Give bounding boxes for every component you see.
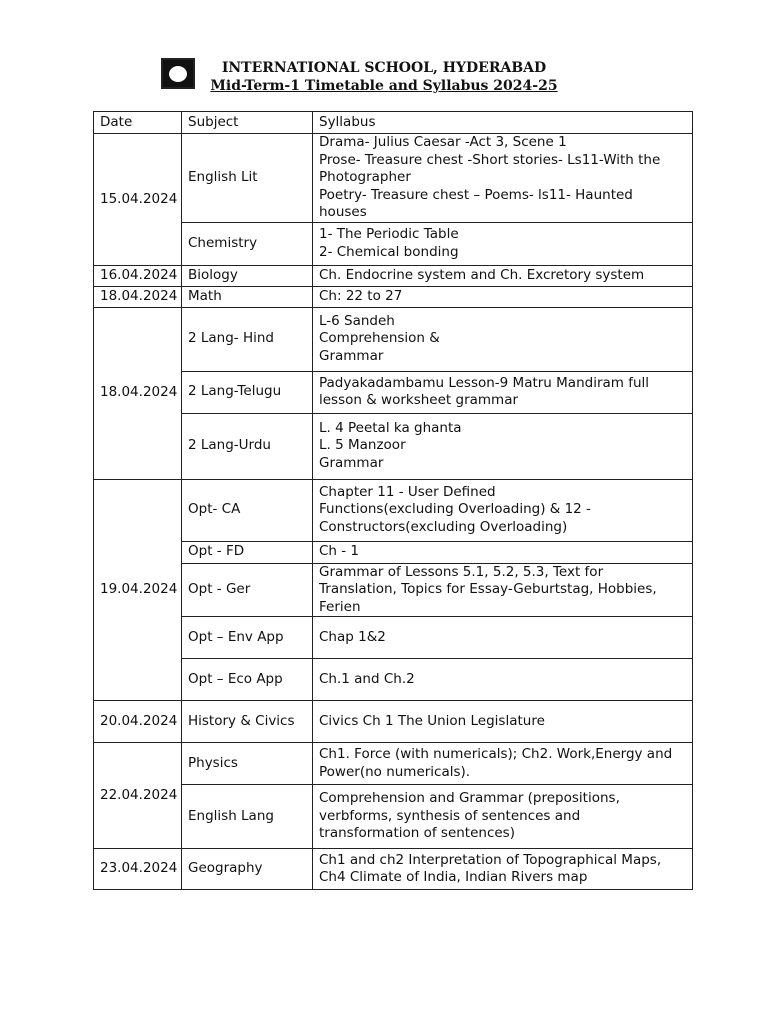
syllabus-line: Comprehension and Grammar (prepositions, bbox=[319, 790, 620, 807]
header-row bbox=[94, 112, 693, 134]
table-row bbox=[94, 743, 693, 785]
date-cell: 23.04.2024 bbox=[94, 849, 182, 890]
timetable-body bbox=[94, 134, 693, 890]
subject-cell: Opt - Ger bbox=[182, 563, 313, 617]
subject-cell: Opt - FD bbox=[182, 541, 313, 563]
syllabus-cell bbox=[313, 134, 693, 223]
syllabus-line: Ch. Endocrine system and Ch. Excretory system bbox=[319, 266, 645, 283]
column-header-subject: Subject bbox=[182, 112, 313, 134]
subject-cell: 2 Lang-Telugu bbox=[182, 371, 313, 413]
syllabus-cell bbox=[313, 307, 693, 371]
syllabus-line: L-6 Sandeh bbox=[319, 312, 395, 329]
table-row bbox=[94, 701, 693, 743]
syllabus-line: lesson & worksheet grammar bbox=[319, 392, 519, 408]
date-cell: 15.04.2024 bbox=[94, 134, 182, 266]
table-row bbox=[94, 265, 693, 286]
syllabus-line: Comprehension & bbox=[319, 330, 440, 347]
syllabus-line: Ch.1 and Ch.2 bbox=[319, 670, 415, 687]
syllabus-line: L. 4 Peetal ka ghanta bbox=[319, 419, 462, 436]
syllabus-line: Chapter 11 - User Defined bbox=[319, 483, 496, 500]
table-row bbox=[94, 371, 693, 413]
syllabus-cell bbox=[313, 265, 693, 286]
syllabus-line: Translation, Topics for Essay-Geburtstag, Hobbies, bbox=[319, 581, 657, 597]
syllabus-line: Ch4 Climate of India, Indian Rivers map bbox=[319, 869, 588, 885]
syllabus-line: Grammar bbox=[319, 454, 384, 471]
subject-cell: Physics bbox=[182, 743, 313, 785]
table-row bbox=[94, 479, 693, 541]
table-row bbox=[94, 849, 693, 890]
syllabus-line: Functions(excluding Overloading) & 12 - bbox=[319, 501, 591, 518]
syllabus-cell bbox=[313, 371, 693, 413]
syllabus-cell bbox=[313, 849, 693, 890]
date-cell: 18.04.2024 bbox=[94, 307, 182, 479]
syllabus-line: Constructors(excluding Overloading) bbox=[319, 518, 568, 535]
date-cell: 16.04.2024 bbox=[94, 265, 182, 286]
table-row bbox=[94, 413, 693, 479]
table-row bbox=[94, 563, 693, 617]
table-row bbox=[94, 541, 693, 563]
timetable bbox=[93, 111, 693, 890]
subject-cell: English Lit bbox=[182, 134, 313, 223]
column-header-date: Date bbox=[94, 112, 182, 134]
subject-cell: Biology bbox=[182, 265, 313, 286]
subject-cell: 2 Lang- Hind bbox=[182, 307, 313, 371]
table-row bbox=[94, 307, 693, 371]
subject-cell: English Lang bbox=[182, 785, 313, 849]
syllabus-cell bbox=[313, 785, 693, 849]
subject-cell: Opt – Env App bbox=[182, 617, 313, 659]
syllabus-cell bbox=[313, 563, 693, 617]
syllabus-line: houses bbox=[319, 204, 367, 220]
syllabus-line: Photographer bbox=[319, 169, 411, 185]
table-row bbox=[94, 286, 693, 307]
syllabus-line: Drama- Julius Caesar -Act 3, Scene 1 bbox=[319, 134, 567, 150]
syllabus-cell bbox=[313, 541, 693, 563]
syllabus-line: Civics Ch 1 The Union Legislature bbox=[319, 712, 545, 729]
table-row bbox=[94, 617, 693, 659]
subject-cell: History & Civics bbox=[182, 701, 313, 743]
syllabus-cell bbox=[313, 413, 693, 479]
syllabus-line: Grammar of Lessons 5.1, 5.2, 5.3, Text for bbox=[319, 563, 604, 580]
column-header-syllabus: Syllabus bbox=[313, 112, 693, 134]
syllabus-line: Chap 1&2 bbox=[319, 628, 386, 645]
date-cell: 22.04.2024 bbox=[94, 743, 182, 849]
syllabus-line: L. 5 Manzoor bbox=[319, 437, 406, 454]
syllabus-cell bbox=[313, 743, 693, 785]
table-row bbox=[94, 785, 693, 849]
table-row bbox=[94, 134, 693, 223]
syllabus-cell bbox=[313, 286, 693, 307]
subject-cell: Opt – Eco App bbox=[182, 659, 313, 701]
syllabus-line: Power(no numericals). bbox=[319, 763, 471, 780]
date-cell: 20.04.2024 bbox=[94, 701, 182, 743]
syllabus-line: Padyakadambamu Lesson-9 Matru Mandiram full bbox=[319, 374, 650, 391]
syllabus-line: transformation of sentences) bbox=[319, 825, 515, 842]
syllabus-line: Ch1. Force (with numericals); Ch2. Work,Energy and bbox=[319, 746, 673, 762]
subject-cell: Geography bbox=[182, 849, 313, 890]
syllabus-line: 2- Chemical bonding bbox=[319, 243, 459, 260]
table-row bbox=[94, 222, 693, 265]
syllabus-line: Ch1 and ch2 Interpretation of Topographical Maps, bbox=[319, 851, 662, 868]
syllabus-line: Grammar bbox=[319, 347, 384, 364]
syllabus-cell bbox=[313, 222, 693, 265]
table-row bbox=[94, 659, 693, 701]
syllabus-line: Poetry- Treasure chest – Poems- ls11- Haunted bbox=[319, 186, 633, 203]
syllabus-cell bbox=[313, 479, 693, 541]
document-header bbox=[0, 57, 768, 99]
subject-cell: 2 Lang-Urdu bbox=[182, 413, 313, 479]
syllabus-cell bbox=[313, 617, 693, 659]
date-cell: 18.04.2024 bbox=[94, 286, 182, 307]
syllabus-line: Ch: 22 to 27 bbox=[319, 287, 403, 304]
date-cell: 19.04.2024 bbox=[94, 479, 182, 701]
syllabus-line: verbforms, synthesis of sentences and bbox=[319, 807, 581, 824]
subject-cell: Chemistry bbox=[182, 222, 313, 265]
subject-cell: Math bbox=[182, 286, 313, 307]
school-name: INTERNATIONAL SCHOOL, HYDERABAD bbox=[221, 60, 547, 76]
syllabus-line: Ch - 1 bbox=[319, 543, 360, 560]
syllabus-line: Ferien bbox=[319, 598, 361, 615]
syllabus-cell bbox=[313, 659, 693, 701]
syllabus-cell bbox=[313, 701, 693, 743]
document-title: Mid-Term-1 Timetable and Syllabus 2024-25 bbox=[210, 78, 558, 94]
syllabus-line: 1- The Periodic Table bbox=[319, 226, 459, 242]
subject-cell: Opt- CA bbox=[182, 479, 313, 541]
syllabus-line: Prose- Treasure chest -Short stories- Ls11-With the bbox=[319, 151, 661, 168]
